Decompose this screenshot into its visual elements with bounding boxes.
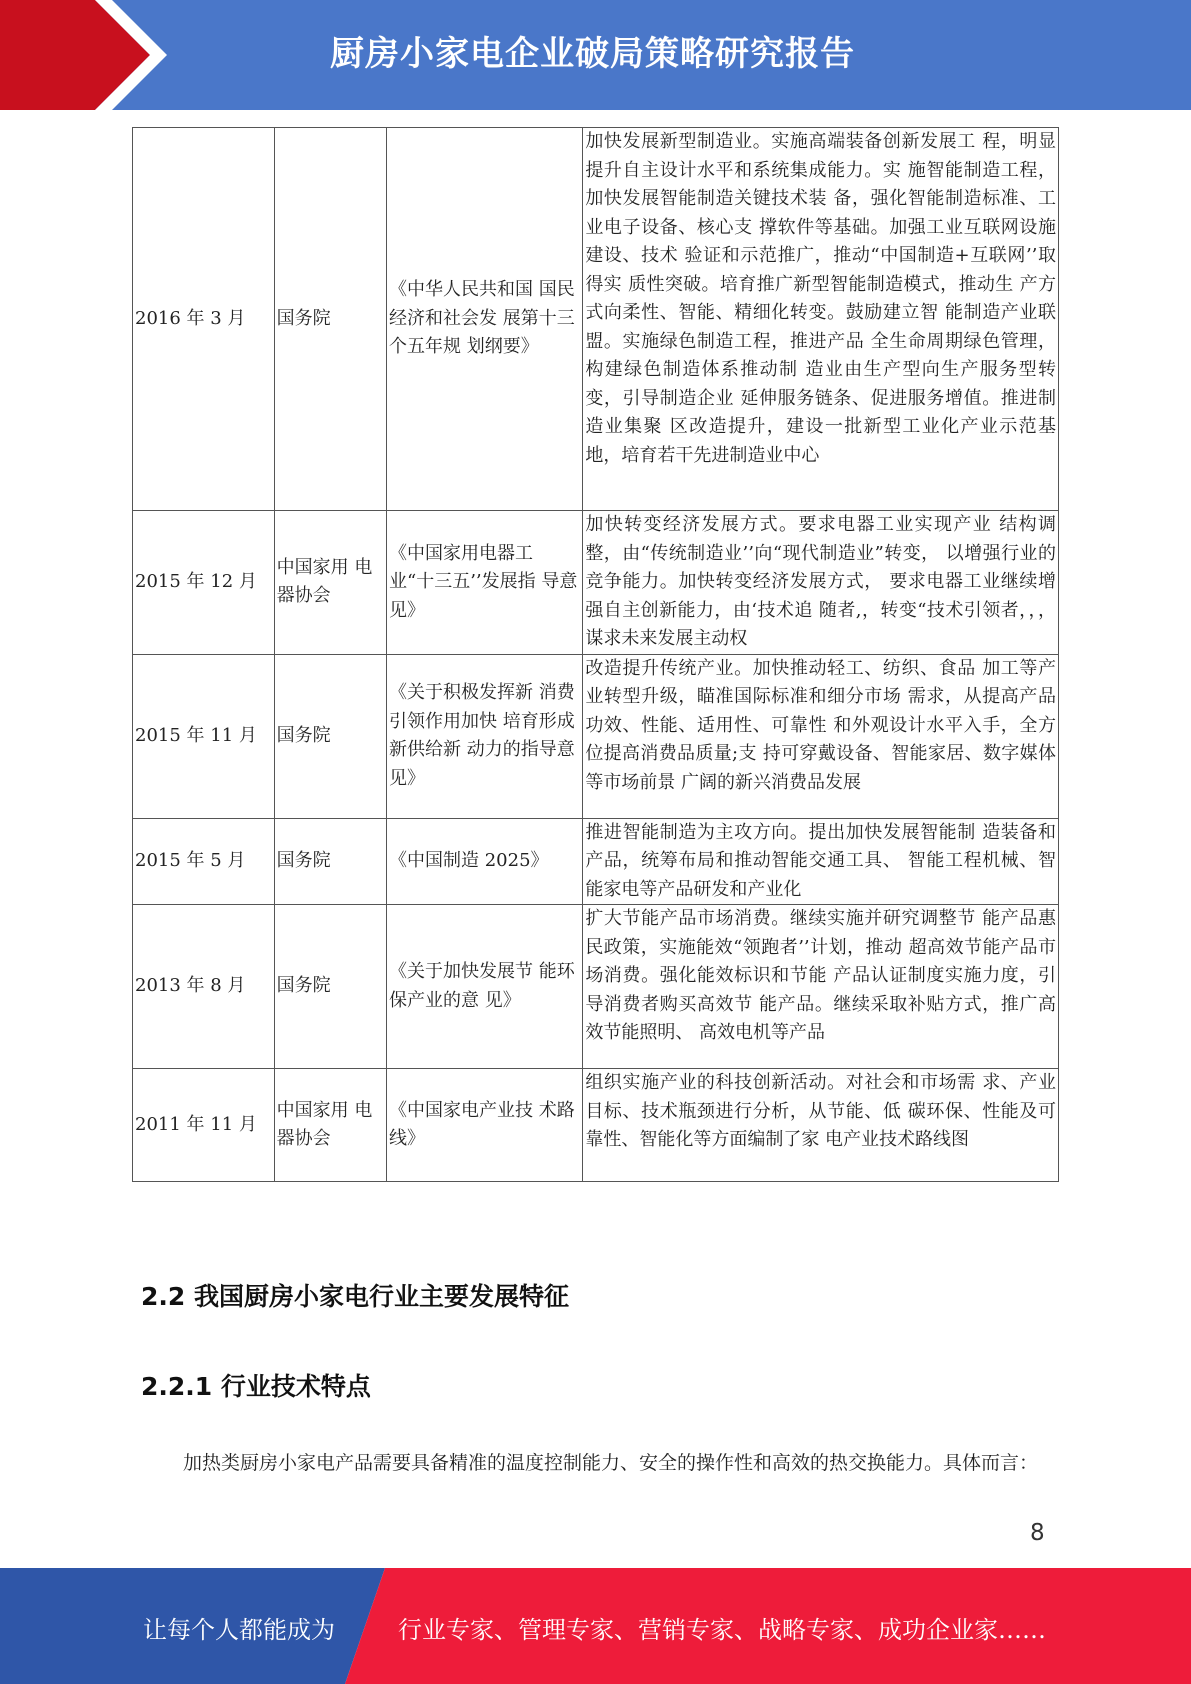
page-header — [0, 0, 1191, 110]
policy-table — [132, 127, 1059, 1182]
policy-document: 《中国家电产业技 术路线》 — [387, 1069, 583, 1182]
table-row — [133, 128, 1059, 511]
subsection-heading: 2.2.1 行业技术特点 — [141, 1372, 371, 1401]
policy-issuer: 中国家用 电器协会 — [274, 1069, 386, 1182]
header-title: 厨房小家电企业破局策略研究报告 — [330, 34, 855, 74]
policy-content: 扩大节能产品市场消费。继续实施并研究调整节 能产品惠民政策，实施能效“领跑者’’计划，推动 超高效节能产品市场消费。强化能效标识和节能 产品认证制度实施力度，引导消费者购买高效节 能产品。继续采取补贴方式，推广高效节能照明、 高效电机等产品 — [583, 905, 1059, 1069]
policy-date: 2011 年 11 月 — [133, 1069, 275, 1182]
page-number: 8 — [1030, 1520, 1045, 1546]
table-row — [133, 1069, 1059, 1182]
policy-document: 《关于加快发展节 能环保产业的意 见》 — [387, 905, 583, 1069]
policy-content: 加快转变经济发展方式。要求电器工业实现产业 结构调整，由“传统制造业’’向“现代制造业”转变， 以增强行业的竞争能力。加快转变经济发展方式， 要求电器工业继续增强自主创新能力，由‘技术追 随者,，转变“技术引领者，，，谋求未来发展主动权 — [583, 511, 1059, 655]
policy-date: 2015 年 11 月 — [133, 654, 275, 818]
footer-slogan-left: 让每个人都能成为 — [143, 1616, 335, 1644]
policy-date: 2015 年 12 月 — [133, 511, 275, 655]
policy-content: 改造提升传统产业。加快推动轻工、纺织、食品 加工等产业转型升级，瞄准国际标准和细分市场 需求，从提高产品功效、性能、适用性、可靠性 和外观设计水平入手，全方位提高消费品质量;支 持可穿戴设备、智能家居、数字媒体等市场前景 广阔的新兴消费品发展 — [583, 654, 1059, 818]
body-paragraph: 加热类厨房小家电产品需要具备精准的温度控制能力、安全的操作性和高效的热交换能力。具体而言： — [183, 1452, 1039, 1474]
table-row — [133, 511, 1059, 655]
section-heading: 2.2 我国厨房小家电行业主要发展特征 — [141, 1282, 569, 1311]
policy-content: 组织实施产业的科技创新活动。对社会和市场需 求、产业目标、技术瓶颈进行分析，从节能、低 碳环保、性能及可靠性、智能化等方面编制了家 电产业技术路线图 — [583, 1069, 1059, 1182]
policy-date: 2013 年 8 月 — [133, 905, 275, 1069]
table-row — [133, 818, 1059, 905]
policy-content: 推进智能制造为主攻方向。提出加快发展智能制 造装备和产品，统筹布局和推动智能交通工具、 智能工程机械、智能家电等产品研发和产业化 — [583, 818, 1059, 905]
table-row — [133, 654, 1059, 818]
policy-issuer: 国务院 — [274, 818, 386, 905]
policy-document: 《中华人民共和国 国民经济和社会发 展第十三个五年规 划纲要》 — [387, 128, 583, 511]
footer-slogan-right: 行业专家、管理专家、营销专家、战略专家、成功企业家…… — [398, 1616, 1046, 1644]
table-row — [133, 905, 1059, 1069]
policy-document: 《中国家用电器工 业“十三五’’发展指 导意见》 — [387, 511, 583, 655]
policy-issuer: 国务院 — [274, 128, 386, 511]
policy-content: 加快发展新型制造业。实施高端装备创新发展工 程，明显提升自主设计水平和系统集成能力。实 施智能制造工程，加快发展智能制造关键技术装 备，强化智能制造标准、工业电子设备、核心支 撑软件等基础。加强工业互联网设施建设、技术 验证和示范推广，推动“中国制造+互联网’’取得实 质性突破。培育推广新型智能制造模式，推动生 产方式向柔性、智能、精细化转变。鼓励建立智 能制造产业联盟。实施绿色制造工程，推进产品 全生命周期绿色管理，构建绿色制造体系推动制 造业由生产型向生产服务型转变，引导制造企业 延伸服务链条、促进服务增值。推进制造业集聚 区改造提升，建设一批新型工业化产业示范基地，培育若干先进制造业中心 — [583, 128, 1059, 511]
policy-issuer: 国务院 — [274, 654, 386, 818]
policy-document: 《中国制造 2025》 — [387, 818, 583, 905]
policy-date: 2015 年 5 月 — [133, 818, 275, 905]
policy-document: 《关于积极发挥新 消费引领作用加快 培育形成新供给新 动力的指导意见》 — [387, 654, 583, 818]
policy-issuer: 国务院 — [274, 905, 386, 1069]
policy-issuer: 中国家用 电器协会 — [274, 511, 386, 655]
policy-date: 2016 年 3 月 — [133, 128, 275, 511]
page-footer — [0, 1568, 1191, 1684]
